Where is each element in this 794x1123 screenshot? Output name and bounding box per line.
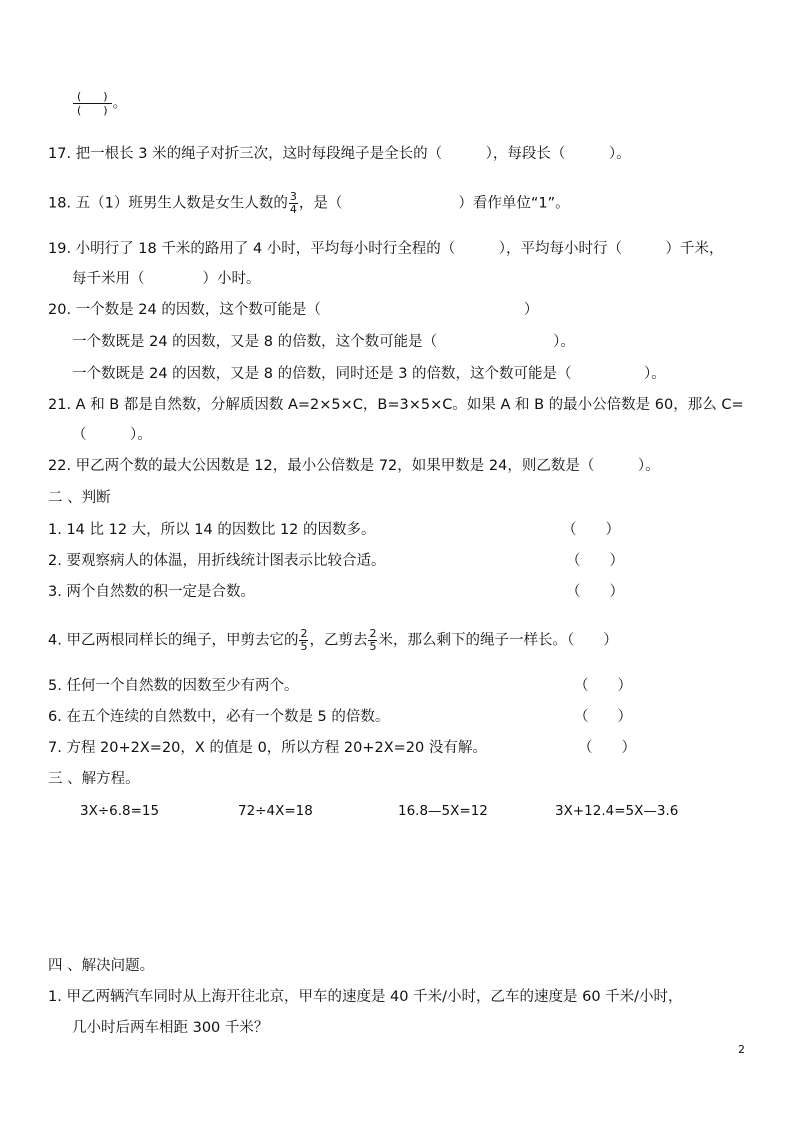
judge-item-3: 3. 两个自然数的积一定是合数。	[48, 584, 255, 600]
page-number: 2	[738, 1043, 745, 1056]
judge-item-4-mid: ，乙剪去	[309, 632, 368, 649]
question-19-line-1: 19. 小明行了 18 千米的路用了 4 小时，平均每小时行全程的（ ），平均每小时行（ ）千米，	[48, 241, 724, 257]
fraction-denominator: ( )	[77, 104, 108, 117]
judge-answer-2[interactable]: （ ）	[566, 553, 624, 569]
fraction-numerator: 2	[300, 627, 308, 640]
fraction-2-5	[299, 628, 308, 653]
fraction-denominator: 5	[300, 640, 308, 653]
judge-item-6: 6. 在五个连续的自然数中，必有一个数是 5 的倍数。	[48, 709, 390, 725]
equation-3: 16.8—5X=12	[398, 803, 488, 819]
fraction-blank	[73, 90, 112, 117]
question-21-line-2: （ ）。	[72, 427, 152, 443]
judge-item-7: 7. 方程 20+2X=20，X 的值是 0，所以方程 20+2X=20 没有解。	[48, 740, 487, 756]
question-21-line-1: 21. A 和 B 都是自然数，分解质因数 A=2×5×C，B=3×5×C。如果 A 和 B 的最小公倍数是 60，那么 C=	[48, 397, 744, 413]
section-3-title: 三 、解方程。	[48, 771, 140, 787]
judge-item-1: 1. 14 比 12 大，所以 14 的因数比 12 的因数多。	[48, 522, 376, 538]
carryover-fraction	[72, 90, 127, 117]
question-18	[48, 191, 570, 216]
judge-answer-7[interactable]: （ ）	[578, 740, 636, 756]
judge-answer-6[interactable]: （ ）	[574, 709, 632, 725]
question-20-line-3: 一个数既是 24 的因数，又是 8 的倍数，同时还是 3 的倍数，这个数可能是（ ）。	[72, 366, 666, 382]
question-17: 17. 把一根长 3 米的绳子对折三次，这时每段绳子是全长的（ ），每段长（ ）。	[48, 146, 631, 162]
question-20-line-1: 20. 一个数是 24 的因数，这个数可能是（ ）	[48, 302, 539, 318]
judge-item-4-text: 4. 甲乙两根同样长的绳子，甲剪去它的	[48, 632, 299, 649]
fraction-3-4	[289, 191, 298, 216]
question-19-line-2: 每千米用（ ）小时。	[72, 271, 261, 287]
judge-answer-5[interactable]: （ ）	[574, 678, 632, 694]
fraction-denominator: 4	[289, 203, 297, 216]
judge-answer-3[interactable]: （ ）	[566, 584, 624, 600]
fraction-denominator: 5	[369, 640, 377, 653]
question-18-tail: ，是（ ）看作单位“1”。	[298, 195, 570, 212]
fraction-2-5-meters	[368, 628, 377, 653]
problem-1-line-1: 1. 甲乙两辆汽车同时从上海开往北京，甲车的速度是 40 千米/小时，乙车的速度是 60 千米/小时，	[48, 989, 683, 1005]
judge-item-4	[48, 628, 618, 653]
equation-4: 3X+12.4=5X—3.6	[555, 803, 679, 819]
equation-2: 72÷4X=18	[238, 803, 313, 819]
equation-1: 3X÷6.8=15	[80, 803, 160, 819]
question-20-line-2: 一个数既是 24 的因数，又是 8 的倍数，这个数可能是（ ）。	[72, 334, 575, 350]
fraction-numerator: ( )	[73, 90, 112, 104]
fraction-tail: 。	[112, 95, 128, 112]
question-18-text: 18. 五（1）班男生人数是女生人数的	[48, 195, 288, 212]
judge-item-4-tail: 米，那么剩下的绳子一样长。（ ）	[378, 632, 618, 649]
section-4-title: 四 、解决问题。	[48, 958, 155, 974]
section-2-title: 二 、判断	[48, 490, 111, 506]
judge-item-5: 5. 任何一个自然数的因数至少有两个。	[48, 678, 299, 694]
judge-answer-1[interactable]: （ ）	[562, 522, 620, 538]
judge-item-2: 2. 要观察病人的体温，用折线统计图表示比较合适。	[48, 553, 386, 569]
question-22: 22. 甲乙两个数的最大公因数是 12，最小公倍数是 72，如果甲数是 24，则乙数是（ ）。	[48, 458, 660, 474]
fraction-numerator: 2	[369, 627, 377, 640]
fraction-numerator: 3	[289, 190, 297, 203]
problem-1-line-2: 几小时后两车相距 300 千米？	[72, 1020, 269, 1036]
